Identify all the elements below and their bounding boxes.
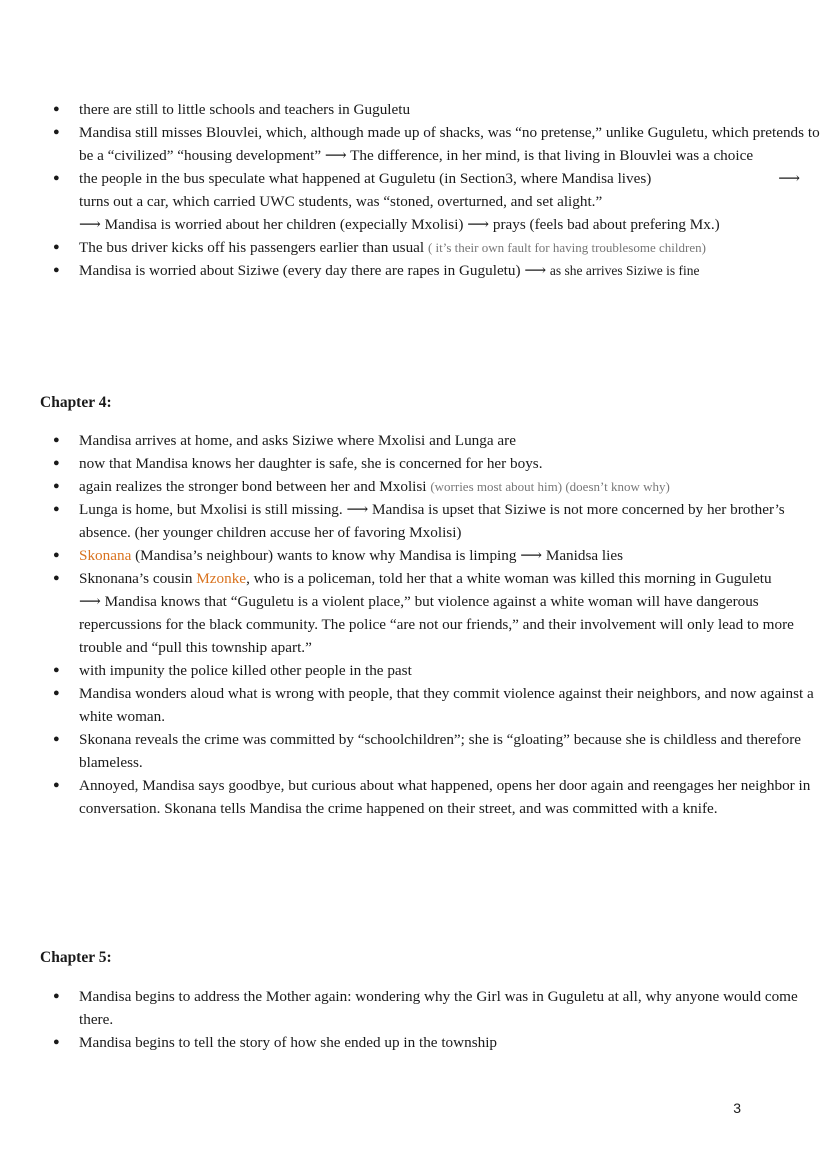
list-item: ● Skonana reveals the crime was committed by “schoolchildren”; she is “gloating” because she is childless and therefore blameless. bbox=[52, 728, 822, 774]
page-number: 3 bbox=[733, 1100, 741, 1116]
list-item: ● Mandisa arrives at home, and asks Siziwe where Mxolisi and Lunga are bbox=[52, 429, 822, 452]
list-item: ● The bus driver kicks off his passengers earlier than usual ( it’s their own fault for having troublesome children) bbox=[52, 236, 822, 259]
list-item: ● now that Mandisa knows her daughter is safe, she is concerned for her boys. bbox=[52, 452, 822, 475]
highlighted-name: Skonana bbox=[79, 547, 132, 564]
list-item: ● Mandisa begins to tell the story of how she ended up in the township bbox=[52, 1031, 822, 1054]
list-item: ● Sknonana’s cousin Mzonke, who is a policeman, told her that a white woman was killed this morning in Guguletu ⟶ Mandisa knows that “Guguletu is a violent place,” but violence against a white woman will have dangerous repercussions for the black community. The police “are not our friends,” and their involvement will only lead to more trouble and “pull this township apart.” bbox=[52, 567, 822, 659]
list-item: ● ⟶ the people in the bus speculate what happened at Guguletu (in Section3, where Mandisa lives) turns out a car, which carried UWC students, was “stoned, overturned, and set alight.” ⟶ Mandisa is worried about her children (expecially Mxolisi) ⟶ prays (feels bad about prefering Mx.) bbox=[52, 167, 822, 236]
list-item: ● Mandisa wonders aloud what is wrong with people, that they commit violence against their neighbors, and now against a white woman. bbox=[52, 682, 822, 728]
chapter-4-heading: Chapter 4: bbox=[40, 394, 112, 411]
bullet-list-chapter-5 bbox=[52, 985, 822, 1054]
list-item: ● Mandisa still misses Blouvlei, which, although made up of shacks, was “no pretense,” unlike Guguletu, which pretends to be a “civilized” “housing development” ⟶ The difference, in her mind, is that living in Blouvlei was a choice bbox=[52, 121, 822, 167]
list-item: ● Mandisa is worried about Siziwe (every day there are rapes in Guguletu) ⟶ as she arrives Siziwe is fine bbox=[52, 259, 822, 282]
list-item: ● Mandisa begins to address the Mother again: wondering why the Girl was in Guguletu at all, why anyone would come there. bbox=[52, 985, 822, 1031]
bullet-list-chapter-4 bbox=[52, 429, 822, 820]
list-item: ● there are still to little schools and teachers in Guguletu bbox=[52, 98, 822, 121]
list-item: ● with impunity the police killed other people in the past bbox=[52, 659, 822, 682]
list-item: ● Skonana (Mandisa’s neighbour) wants to know why Mandisa is limping ⟶ Manidsa lies bbox=[52, 544, 822, 567]
list-item: ● Lunga is home, but Mxolisi is still missing. ⟶ Mandisa is upset that Siziwe is not more concerned by her brother’s absence. (her younger children accuse her of favoring Mxolisi) bbox=[52, 498, 822, 544]
chapter-5-heading: Chapter 5: bbox=[40, 949, 112, 966]
highlighted-name: Mzonke bbox=[196, 570, 247, 587]
list-item: ● Annoyed, Mandisa says goodbye, but curious about what happened, opens her door again and reengages her neighbor in conversation. Skonana tells Mandisa the crime happened on their street, and was committed with a knife. bbox=[52, 774, 822, 820]
list-item: ● again realizes the stronger bond between her and Mxolisi (worries most about him) (doesn’t know why) bbox=[52, 475, 822, 498]
side-note: ( it’s their own fault for having troublesome children) bbox=[427, 240, 706, 255]
side-note: (worries most about him) (doesn’t know why) bbox=[430, 479, 670, 494]
arrow-glyph: ● ⟶ bbox=[778, 170, 800, 187]
bullet-list-section-1 bbox=[52, 98, 822, 282]
